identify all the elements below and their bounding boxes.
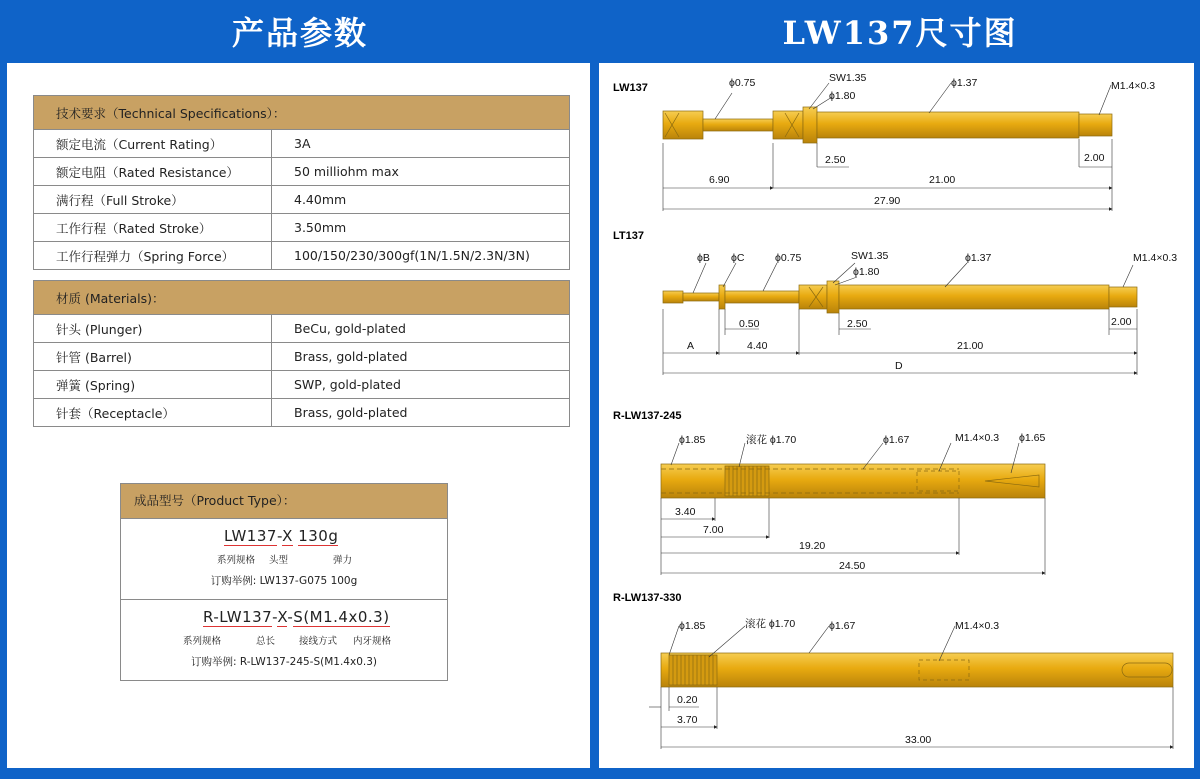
table-row: 额定电阻（Rated Resistance） 50 milliohm max: [34, 158, 570, 186]
specifications-table: [33, 95, 570, 270]
table-row: 针套（Receptacle） Brass, gold-plated: [34, 399, 570, 427]
specifications-title: 技术要求（Technical Specifications）：: [34, 96, 570, 130]
product-code-2: R-LW137-X-S(M1.4x0.3) 系列规格 总长 接线方式 内牙规格 订购举例: R-LW137-245-S(M1.4x0.3): [121, 599, 447, 680]
r245-title: R-LW137-245: [613, 410, 682, 422]
lw137-labels: [709, 72, 1155, 207]
r330-dimensions: [649, 626, 1173, 749]
materials-table: [33, 280, 570, 427]
svg-text:M1.4×0.3: M1.4×0.3: [1111, 80, 1156, 92]
svg-text:ϕ1.67: ϕ1.67: [829, 620, 856, 632]
r330-title: R-LW137-330: [613, 592, 682, 604]
svg-text:21.00: 21.00: [957, 340, 984, 352]
r245-labels: [675, 432, 1045, 572]
svg-text:ϕ0.75: ϕ0.75: [775, 252, 802, 264]
svg-text:3.40: 3.40: [675, 506, 696, 518]
r330-receptacle-drawing: [661, 653, 1173, 687]
lw137-dimensions: [663, 83, 1112, 211]
svg-text:M1.4×0.3: M1.4×0.3: [1133, 252, 1178, 264]
svg-text:ϕB: ϕB: [697, 252, 710, 264]
svg-text:6.90: 6.90: [709, 174, 730, 186]
svg-text:D: D: [895, 360, 903, 372]
svg-text:M1.4×0.3: M1.4×0.3: [955, 620, 1000, 632]
svg-text:ϕ1.67: ϕ1.67: [883, 434, 910, 446]
svg-text:33.00: 33.00: [905, 734, 932, 746]
table-row: 额定电流（Current Rating） 3A: [34, 130, 570, 158]
svg-text:滚花 ϕ1.70: 滚花 ϕ1.70: [745, 618, 796, 630]
svg-text:3.70: 3.70: [677, 714, 698, 726]
lt137-labels: [687, 250, 1177, 372]
dimension-drawings: [599, 63, 1194, 768]
lt137-dimensions: [663, 263, 1137, 375]
dimension-drawings-panel: [599, 63, 1194, 768]
svg-text:SW1.35: SW1.35: [829, 72, 867, 84]
table-row: 满行程（Full Stroke） 4.40mm: [34, 186, 570, 214]
svg-text:19.20: 19.20: [799, 540, 826, 552]
svg-text:7.00: 7.00: [703, 524, 724, 536]
svg-text:SW1.35: SW1.35: [851, 250, 889, 262]
table-row: 工作行程（Rated Stroke） 3.50mm: [34, 214, 570, 242]
table-row: 弹簧 (Spring) SWP, gold-plated: [34, 371, 570, 399]
lw137-title: LW137: [613, 82, 648, 94]
product-type-title: 成品型号（Product Type）：: [121, 484, 447, 518]
table-row: 工作行程弹力（Spring Force） 100/150/230/300gf(1N/1.5N/2.3N/3N): [34, 242, 570, 270]
svg-text:2.50: 2.50: [825, 154, 846, 166]
svg-text:ϕC: ϕC: [731, 252, 745, 264]
svg-text:ϕ1.65: ϕ1.65: [1019, 432, 1046, 444]
svg-text:21.00: 21.00: [929, 174, 956, 186]
svg-text:0.50: 0.50: [739, 318, 760, 330]
svg-text:ϕ1.85: ϕ1.85: [679, 434, 706, 446]
svg-text:2.00: 2.00: [1084, 152, 1105, 164]
svg-text:2.00: 2.00: [1111, 316, 1132, 328]
svg-text:2.50: 2.50: [847, 318, 868, 330]
svg-text:ϕ1.80: ϕ1.80: [853, 266, 880, 278]
svg-text:ϕ1.37: ϕ1.37: [965, 252, 992, 264]
lw137-probe-drawing: [663, 107, 1112, 143]
table-row: 针管 (Barrel) Brass, gold-plated: [34, 343, 570, 371]
svg-text:27.90: 27.90: [874, 195, 901, 207]
left-header-title: 产品参数: [231, 14, 368, 52]
parameters-panel: [7, 63, 590, 768]
r245-receptacle-drawing: [661, 464, 1045, 498]
order-example-2: 订购举例: R-LW137-245-S(M1.4x0.3): [191, 656, 377, 668]
svg-text:滚花 ϕ1.70: 滚花 ϕ1.70: [746, 434, 797, 446]
lt137-probe-drawing: [663, 281, 1137, 313]
svg-text:ϕ1.80: ϕ1.80: [829, 90, 856, 102]
svg-text:24.50: 24.50: [839, 560, 866, 572]
svg-text:ϕ1.85: ϕ1.85: [679, 620, 706, 632]
materials-title: 材质 (Materials)：: [34, 281, 570, 315]
svg-text:4.40: 4.40: [747, 340, 768, 352]
right-header-title: LW137尺寸图: [782, 14, 1018, 52]
svg-text:0.20: 0.20: [677, 694, 698, 706]
lt137-title: LT137: [613, 230, 644, 242]
table-row: 针头 (Plunger) BeCu, gold-plated: [34, 315, 570, 343]
svg-text:M1.4×0.3: M1.4×0.3: [955, 432, 1000, 444]
svg-text:ϕ0.75: ϕ0.75: [729, 77, 756, 89]
product-code-1: LW137-X 130g 系列规格 头型 弹力 订购举例: LW137-G075 100g: [121, 518, 447, 599]
order-example-1: 订购举例: LW137-G075 100g: [210, 575, 358, 587]
r245-dimensions: [661, 443, 1045, 575]
product-type-box: [120, 483, 448, 681]
svg-text:ϕ1.37: ϕ1.37: [951, 77, 978, 89]
svg-text:A: A: [687, 340, 695, 352]
